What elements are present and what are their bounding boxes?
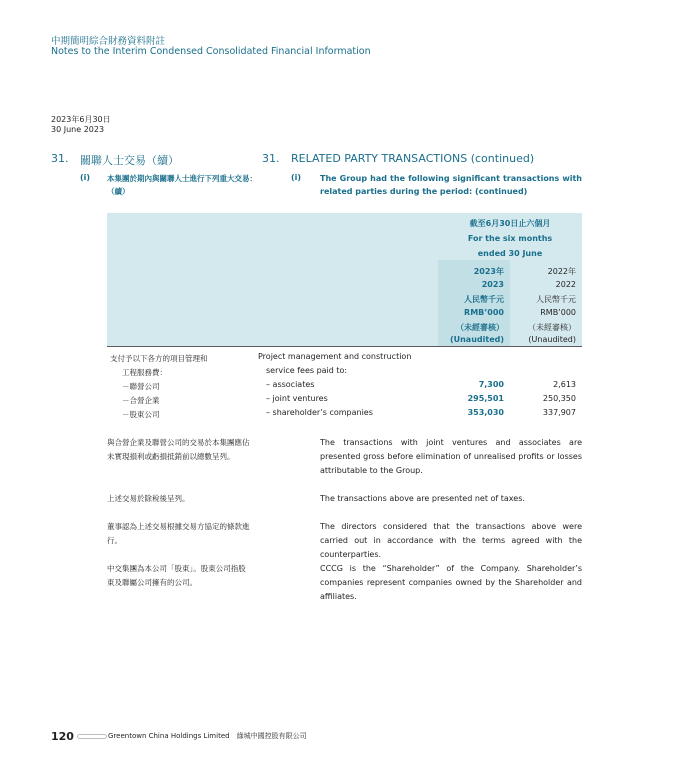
col-current-unit: RMB’000: [464, 308, 504, 317]
note-zh: 中交集團為本公司「股東」。股東公司指股東及聯屬公司擁有的公司。: [107, 564, 246, 587]
col-prior-year: 2022: [555, 280, 576, 289]
header-title-zh: 中期簡明綜合財務資料附註: [51, 36, 166, 47]
table-header-rule: [107, 346, 582, 347]
group-header-zh: 截至6月30日止六個月: [469, 219, 551, 228]
table-row-label-en: – associates: [266, 380, 315, 389]
row-head-zh-1: 支付予以下各方的項目管理和: [110, 354, 208, 363]
table-row-prior: 250,350: [542, 394, 576, 403]
section-title-en: RELATED PARTY TRANSACTIONS (continued): [291, 152, 535, 165]
note-en: The transactions with joint ventures and associates are presented gross before elimination of unrealised profits or losses attributable to the Group.: [320, 438, 582, 475]
col-prior-year-zh: 2022年: [547, 267, 576, 276]
subsection-text-en: The Group had the following significant transactions with related parties during the period: (continued): [320, 174, 582, 196]
row-head-en-2: service fees paid to:: [266, 366, 348, 375]
section-title-zh: 關聯人士交易（續）: [80, 154, 179, 167]
section-number-zh: 31.: [51, 152, 69, 165]
col-prior-unit-zh: 人民幣千元: [536, 295, 576, 304]
table-row-label-zh: －合營企業: [122, 396, 160, 405]
col-prior-status: (Unaudited): [528, 335, 576, 344]
col-current-status: (Unaudited): [449, 335, 504, 344]
col-prior-status-zh: （未經審核）: [528, 323, 576, 332]
table-row-prior: 337,907: [542, 408, 576, 417]
col-current-year-zh: 2023年: [473, 267, 504, 276]
header-title-en: Notes to the Interim Condensed Consolidated Financial Information: [51, 46, 371, 57]
table-row-label-en: – shareholder’s companies: [266, 408, 373, 417]
note-zh: 董事認為上述交易根據交易方協定的條款進行。: [107, 522, 250, 545]
subsection-number-zh: (i): [80, 173, 91, 182]
row-head-zh-2: 工程服務費：: [122, 368, 167, 377]
table-row-current: 353,030: [467, 408, 504, 417]
date-zh: 2023年6月30日: [51, 115, 111, 124]
group-header-en-2: ended 30 June: [477, 249, 543, 258]
table-row-current: 295,501: [467, 394, 504, 403]
note-zh: 上述交易於除稅後呈列。: [107, 494, 190, 503]
section-number-en: 31.: [262, 152, 280, 165]
table-group-header: [438, 216, 582, 261]
col-prior-unit: RMB’000: [540, 308, 576, 317]
note-en: CCCG is the “Shareholder” of the Company. Shareholder’s companies represent companies owned by the Shareholder and affiliates.: [320, 564, 582, 601]
note-en: The transactions above are presented net of taxes.: [320, 494, 525, 503]
group-header-en-1: For the six months: [467, 234, 553, 243]
footer-divider: [77, 734, 107, 739]
table-row-label-zh: －股東公司: [122, 410, 160, 419]
note-en: The directors considered that the transactions above were carried out in accordance with the terms agreed with the counterparties.: [320, 522, 582, 559]
date-en: 30 June 2023: [51, 125, 105, 134]
page-number: 120: [51, 730, 74, 743]
subsection-number-en: (i): [291, 173, 302, 182]
table-row-current: 7,300: [478, 380, 504, 389]
table-row-label-zh: －聯營公司: [122, 382, 160, 391]
col-current-year: 2023: [481, 280, 504, 289]
subsection-text-zh: 本集團於期內與關聯人士進行下列重大交易：（續）: [107, 174, 257, 196]
col-current-unit-zh: 人民幣千元: [464, 295, 504, 304]
table-row-prior: 2,613: [553, 380, 576, 389]
table-row-label-en: – joint ventures: [266, 394, 328, 403]
footer-company: Greentown China Holdings Limited 綠城中國控股有限公司: [108, 732, 307, 740]
note-zh: 與合營企業及聯營公司的交易於本集團應佔未實現損利或虧損抵銷前以總數呈列。: [107, 438, 250, 461]
col-current-status-zh: （未經審核）: [456, 323, 504, 332]
row-head-en-1: Project management and construction: [258, 352, 412, 361]
